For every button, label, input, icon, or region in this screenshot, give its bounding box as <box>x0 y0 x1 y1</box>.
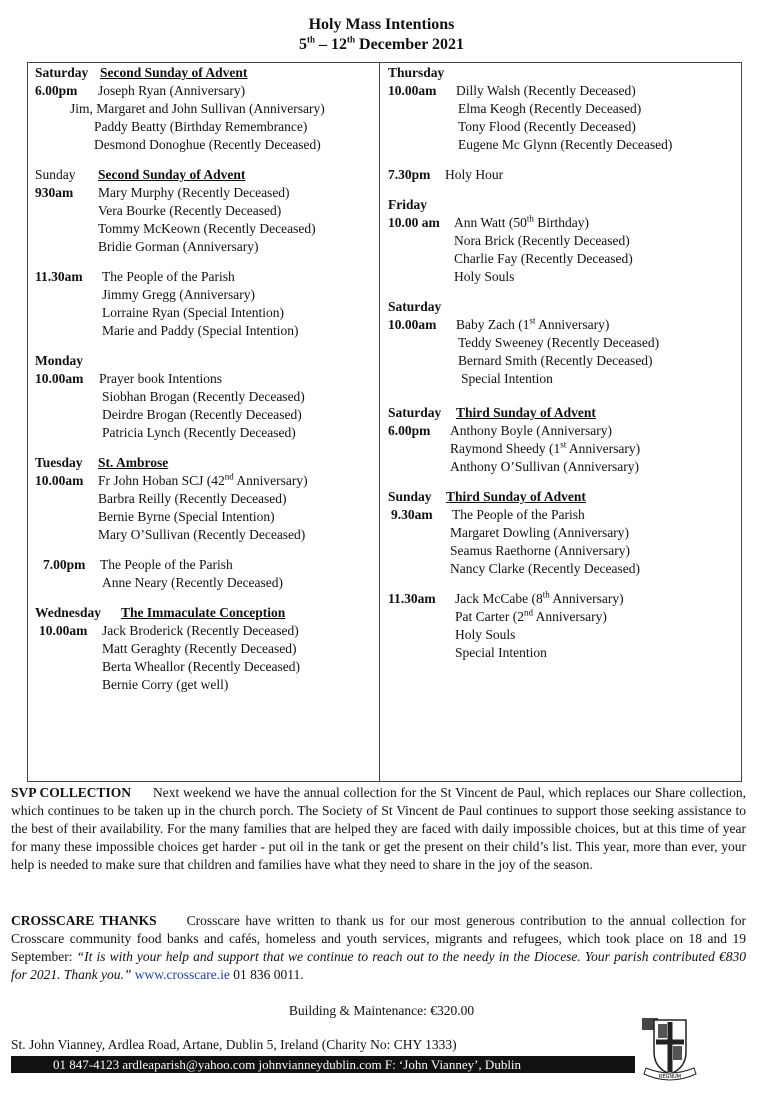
intention-text: Anniversary) <box>535 317 610 332</box>
ordinal-suffix: th <box>542 589 550 600</box>
intention <box>98 472 308 490</box>
intention: Margaret Dowling (Anniversary) <box>450 525 629 540</box>
footer-contact: 01 847-4123 ardleaparish@yahoo.com johnvianneydublin.com F: ‘John Vianney’, Dublin <box>53 1057 522 1072</box>
day-label: Friday <box>388 197 427 212</box>
intention: Bridie Gorman (Anniversary) <box>98 239 259 254</box>
parish-crest-logo <box>638 1012 702 1084</box>
intention: The People of the Parish <box>452 507 585 522</box>
ordinal-suffix: nd <box>523 607 533 618</box>
intention: Seamus Raethorne (Anniversary) <box>450 543 630 558</box>
feast-title: The Immaculate Conception <box>121 605 286 620</box>
mass-time: 10.00am <box>39 623 88 638</box>
mass-time: 7.00pm <box>43 557 86 572</box>
ordinal-suffix: st <box>529 315 536 326</box>
intention: Anne Neary (Recently Deceased) <box>102 575 284 590</box>
intention: Special Intention <box>455 645 547 660</box>
day-label: Sunday <box>388 489 432 504</box>
intention: Deirdre Brogan (Recently Deceased) <box>102 407 302 422</box>
intention: Jack Broderick (Recently Deceased) <box>102 623 299 638</box>
date-end-suffix: th <box>347 34 356 45</box>
intention: Teddy Sweeney (Recently Deceased) <box>458 335 660 350</box>
mass-time: 10.00am <box>388 317 437 332</box>
crosscare-title: CROSSCARE THANKS <box>11 913 157 928</box>
intention: Nancy Clarke (Recently Deceased) <box>450 561 641 576</box>
date-end: – 12 <box>315 36 347 53</box>
intention: Paddy Beatty (Birthday Remembrance) <box>94 119 308 134</box>
mass-time: 10.00am <box>35 371 84 386</box>
intention: Elma Keogh (Recently Deceased) <box>458 101 642 116</box>
intention: Anthony Boyle (Anniversary) <box>450 423 612 438</box>
feast-title: St. Ambrose <box>98 455 169 470</box>
intention <box>450 440 640 458</box>
intention: Lorraine Ryan (Special Intention) <box>102 305 285 320</box>
mass-time: 10.00am <box>35 473 84 488</box>
intention: Holy Hour <box>445 167 504 182</box>
mass-time: 9.30am <box>391 507 433 522</box>
mass-time: 7.30pm <box>388 167 431 182</box>
intention: Charlie Fay (Recently Deceased) <box>454 251 633 266</box>
mass-time: 10.00 am <box>388 215 440 230</box>
intention: Bernard Smith (Recently Deceased) <box>458 353 653 368</box>
day-label: Thursday <box>388 65 445 80</box>
intention-text: Anniversary) <box>549 591 624 606</box>
intention: Desmond Donoghue (Recently Deceased) <box>94 137 321 152</box>
date-month: December 2021 <box>355 36 465 53</box>
intention: Bernie Corry (get well) <box>102 677 229 692</box>
column-divider <box>379 62 380 782</box>
crosscare-text: Crosscare have written to thank us for our most generous contribution to the annual collection for Crosscare community food banks and cafés, homeless and youth services, migrants and refugees, which took place on 18 and 19 September: <box>11 913 746 964</box>
svp-title: SVP COLLECTION <box>11 785 132 800</box>
intention: Anthony O’Sullivan (Anniversary) <box>450 459 639 474</box>
intention: Holy Souls <box>455 627 516 642</box>
svp-notice <box>11 784 746 874</box>
crosscare-notice <box>11 912 746 984</box>
intention-text: Anniversary) <box>233 473 308 488</box>
ordinal-suffix: st <box>560 439 567 450</box>
day-label: Saturday <box>35 65 89 80</box>
ordinal-suffix: th <box>526 213 534 224</box>
feast-title: Second Sunday of Advent <box>98 167 246 182</box>
intention-text: Ann Watt (50 <box>454 215 527 230</box>
intention: Jimmy Gregg (Anniversary) <box>102 287 255 302</box>
intention: Holy Souls <box>454 269 515 284</box>
mass-time: 930am <box>35 185 74 200</box>
intention-text: Baby Zach (1 <box>456 317 530 332</box>
crosscare-phone: 01 836 0011. <box>233 967 304 982</box>
mass-time: 10.00am <box>388 83 437 98</box>
intention: Matt Geraghty (Recently Deceased) <box>102 641 297 656</box>
intention: Mary O’Sullivan (Recently Deceased) <box>98 527 306 542</box>
intention: Barbra Reilly (Recently Deceased) <box>98 491 287 506</box>
intention-text: Jack McCabe (8 <box>455 591 543 606</box>
intention: Marie and Paddy (Special Intention) <box>102 323 299 338</box>
intention-text: Birthday) <box>533 215 590 230</box>
crosscare-quote: “It is with your help and support that we continue to reach out to the needy in the Diocese. Your parish contributed €830 for 2021. Thank you.” <box>11 949 746 982</box>
day-label: Monday <box>35 353 84 368</box>
date-start-suffix: th <box>306 34 315 45</box>
feast-title: Third Sunday of Advent <box>456 405 596 420</box>
intention-text: Anniversary) <box>566 441 641 456</box>
day-label: Sunday <box>35 167 76 182</box>
day-label: Tuesday <box>35 455 83 470</box>
intention-text: Pat Carter (2 <box>455 609 524 624</box>
feast-title: Third Sunday of Advent <box>446 489 586 504</box>
feast-title: Second Sunday of Advent <box>100 65 248 80</box>
ordinal-suffix: nd <box>224 471 234 482</box>
mass-time: 11.30am <box>35 269 83 284</box>
intention: Mary Murphy (Recently Deceased) <box>98 185 290 200</box>
day-label: Wednesday <box>35 605 102 620</box>
intention: Jim, Margaret and John Sullivan (Anniversary) <box>70 101 325 116</box>
intention: Patricia Lynch (Recently Deceased) <box>102 425 296 440</box>
intention: Nora Brick (Recently Deceased) <box>454 233 630 248</box>
intention: Prayer book Intentions <box>99 371 222 386</box>
footer-contact-bar <box>11 1056 635 1073</box>
crest-motto: REGNUM <box>658 1074 682 1080</box>
intention-text: Anniversary) <box>532 609 607 624</box>
intention: Eugene Mc Glynn (Recently Deceased) <box>458 137 673 152</box>
date-start: 5 <box>298 36 307 53</box>
intention: The People of the Parish <box>102 269 235 284</box>
intention <box>454 214 589 232</box>
intention: Siobhan Brogan (Recently Deceased) <box>102 389 305 404</box>
crosscare-link[interactable]: www.crosscare.ie <box>134 967 230 982</box>
intention: Vera Bourke (Recently Deceased) <box>98 203 282 218</box>
intention: The People of the Parish <box>100 557 233 572</box>
intention <box>455 608 607 626</box>
day-label: Saturday <box>388 405 442 420</box>
intention: Special Intention <box>461 371 553 386</box>
mass-time: 6.00pm <box>388 423 431 438</box>
intention-text: Fr John Hoban SCJ (42 <box>98 473 225 488</box>
mass-time: 6.00pm <box>35 83 78 98</box>
intention-text: Raymond Sheedy (1 <box>450 441 561 456</box>
intention <box>455 590 624 608</box>
intention: Joseph Ryan (Anniversary) <box>98 83 246 98</box>
building-maintenance: Building & Maintenance: €320.00 <box>288 1003 475 1018</box>
footer-address: St. John Vianney, Ardlea Road, Artane, Dublin 5, Ireland (Charity No: CHY 1333) <box>11 1037 457 1052</box>
intention: Tony Flood (Recently Deceased) <box>458 119 636 134</box>
intention: Tommy McKeown (Recently Deceased) <box>98 221 316 236</box>
day-label: Saturday <box>388 299 442 314</box>
intention <box>456 316 609 334</box>
intention: Berta Wheallor (Recently Deceased) <box>102 659 301 674</box>
page-title: Holy Mass Intentions <box>308 16 455 33</box>
svp-text: Next weekend we have the annual collection for the St Vincent de Paul, which replaces our Share collection, which continues to be taken up in the church porch. The Society of St Vincent de Paul continues to support those seeking assistance to the best of their availability. For the many families that are helped they are faced with daily impossible choices, but at this time of year for many these impossible choices get harder - put oil in the tank or get the present on their child’s list. This year, more than ever, your help is needed to make sure that children and families have what they need to share in the joy of the season. <box>11 785 746 872</box>
date-range <box>0 36 763 54</box>
mass-time: 11.30am <box>388 591 436 606</box>
intention: Bernie Byrne (Special Intention) <box>98 509 275 524</box>
intention: Dilly Walsh (Recently Deceased) <box>456 83 636 98</box>
